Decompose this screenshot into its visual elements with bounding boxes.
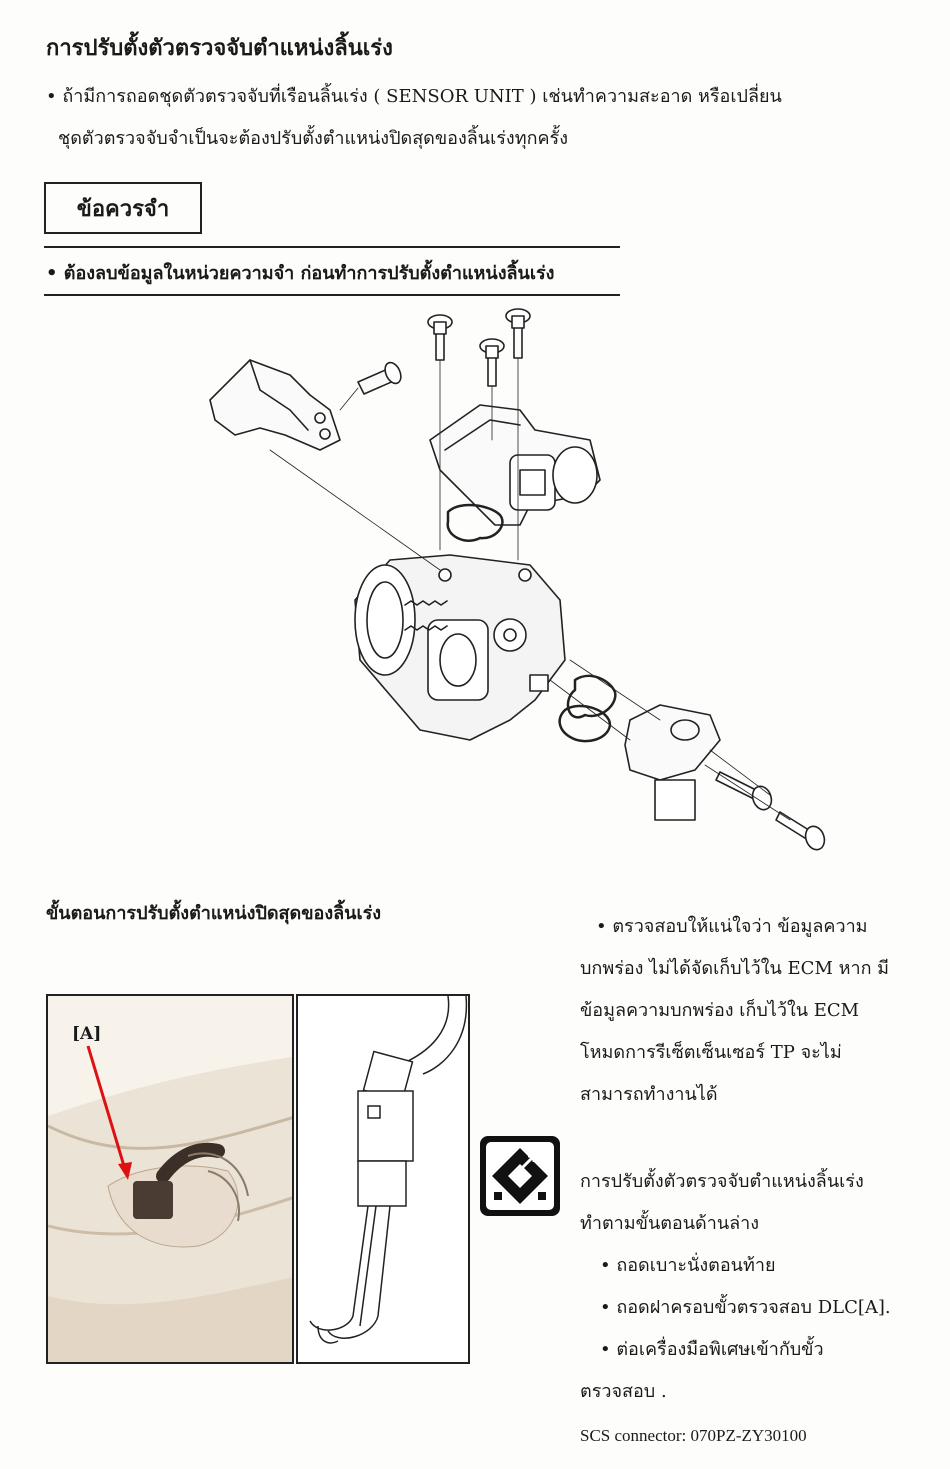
divider	[44, 246, 620, 248]
o-ring	[560, 706, 610, 741]
bolt	[776, 812, 828, 852]
intro-paragraph	[46, 76, 906, 160]
procedure-steps	[580, 1161, 891, 1413]
note-line: ข้อมูลความบกพร่อง เก็บไว้ใน ECM	[580, 1000, 860, 1021]
bolt	[480, 339, 504, 386]
bolt	[506, 309, 530, 358]
scs-connector-illustration	[296, 994, 470, 1364]
motorcycle-rear-illustration	[48, 996, 294, 1364]
procedure-line: ทำตามขั้นตอนด้านล่าง	[580, 1213, 760, 1234]
throttle-body	[355, 555, 565, 740]
procedure-step: • ต่อเครื่องมือพิเศษเข้ากับขั้ว	[600, 1339, 824, 1360]
tp-sensor	[625, 705, 720, 820]
intro-line: ชุดตัวตรวจจับจำเป็นจะต้องปรับตั้งตำแหน่งปิดสุดของลิ้นเร่งทุกครั้ง	[58, 128, 568, 149]
procedure-step: • ถอดฝาครอบขั้วตรวจสอบ DLC[A].	[600, 1297, 891, 1318]
section-title: ขั้นตอนการปรับตั้งตำแหน่งปิดสุดของลิ้นเร่ง	[46, 903, 382, 924]
ecm-check-note	[580, 906, 889, 1116]
intro-line: • ถ้ามีการถอดชุดตัวตรวจจับที่เรือนลิ้นเร่ง ( SENSOR UNIT ) เช่นทำความสะอาด หรือเปลี่ยน	[46, 86, 782, 107]
connector-drawing	[298, 996, 470, 1364]
throttle-body-exploded-diagram	[190, 300, 850, 870]
dlc-location-illustration	[46, 994, 294, 1364]
procedure-line: การปรับตั้งตัวตรวจจับตำแหน่งลิ้นเร่ง	[580, 1171, 864, 1192]
scs-connector-part-number: SCS connector: 070PZ-ZY30100	[580, 1426, 807, 1445]
note-line: สามารถทำงานได้	[580, 1084, 718, 1105]
callout-label: [A]	[72, 1024, 102, 1044]
bolt	[428, 315, 452, 360]
note-line: โหมดการรีเซ็ตเซ็นเซอร์ TP จะไม่	[580, 1042, 842, 1063]
memo-label: ข้อควรจำ	[44, 182, 202, 234]
special-tool-icon	[480, 1136, 560, 1216]
bolt	[358, 360, 404, 394]
procedure-step: • ถอดเบาะนั่งตอนท้าย	[600, 1255, 776, 1276]
bracket	[210, 360, 340, 450]
note-line: • ตรวจสอบให้แน่ใจว่า ข้อมูลความ	[596, 916, 868, 937]
page-title: การปรับตั้งตัวตรวจจับตำแหน่งลิ้นเร่ง	[46, 36, 393, 61]
memo-text: • ต้องลบข้อมูลในหน่วยความจำ ก่อนทำการปรับตั้งตำแหน่งลิ้นเร่ง	[46, 263, 555, 284]
divider	[44, 294, 620, 296]
note-line: บกพร่อง ไม่ได้จัดเก็บไว้ใน ECM หาก มี	[580, 958, 890, 979]
procedure-line: ตรวจสอบ .	[580, 1381, 667, 1402]
